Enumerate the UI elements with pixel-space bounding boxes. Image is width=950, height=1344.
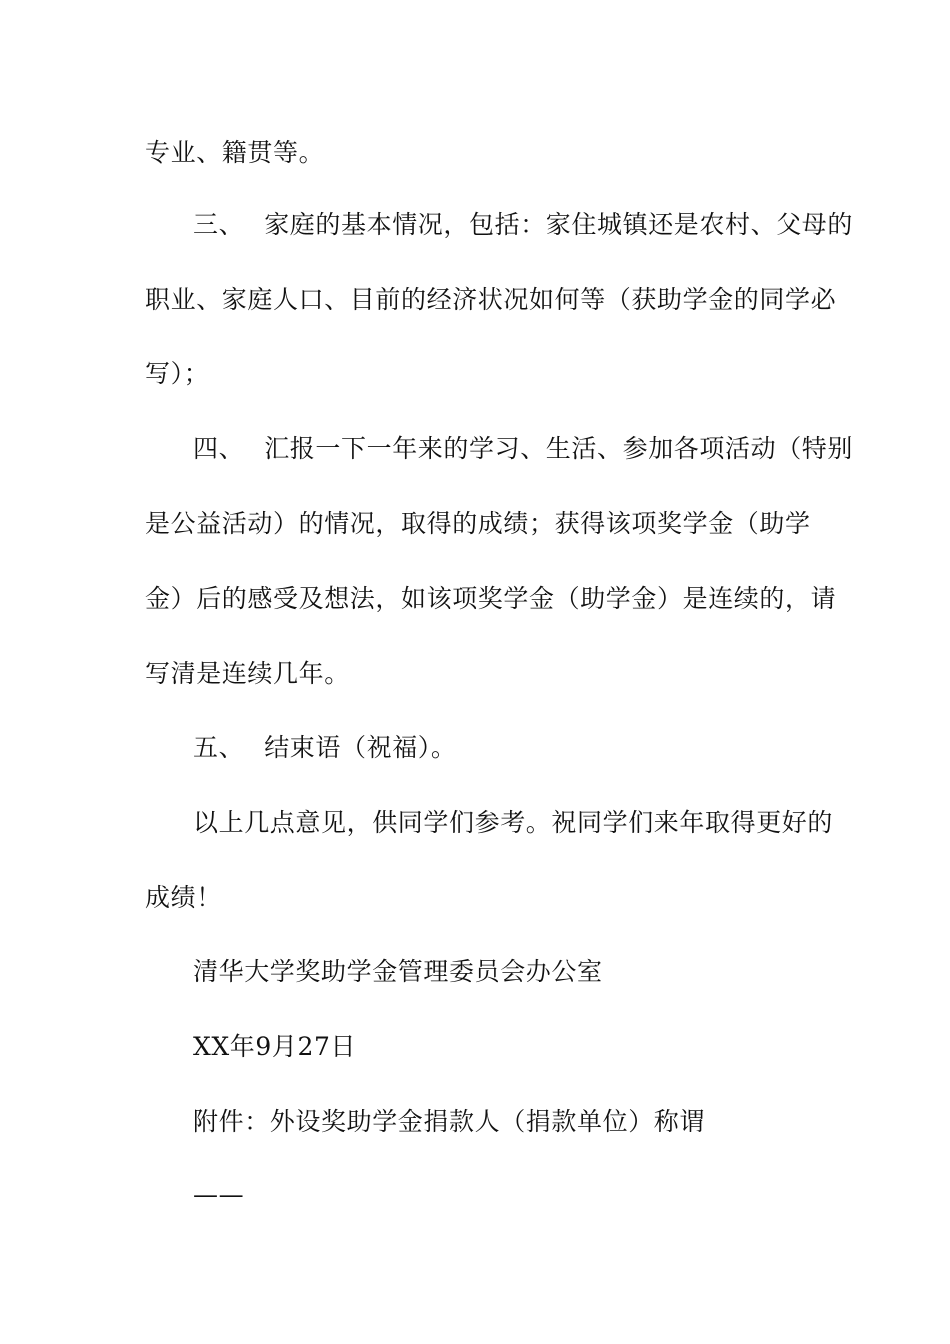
trailing-dash: —— — [193, 1180, 245, 1209]
attachment-note: 附件：外设奖助学金捐款人（捐款单位）称谓 — [193, 1107, 706, 1136]
closing-line-1: 以上几点意见，供同学们参考。祝同学们来年取得更好的 — [193, 808, 834, 837]
signature: 清华大学奖助学金管理委员会办公室 — [193, 957, 603, 986]
item-4-label: 四、 — [193, 434, 245, 463]
continuation-text: 专业、籍贯等。 — [145, 138, 325, 167]
date: XX年9月27日 — [193, 1032, 357, 1061]
item-3-first-line — [193, 210, 863, 240]
closing-line-2: 成绩！ — [145, 883, 222, 912]
item-4-line-1: 汇报一下一年来的学习、生活、参加各项活动（特别 — [264, 434, 854, 463]
item-3-line-1: 家庭的基本情况，包括：家住城镇还是农村、父母的 — [264, 210, 854, 239]
item-4-line-2: 是公益活动）的情况，取得的成绩；获得该项奖学金（助学 — [145, 509, 811, 538]
item-4-first-line — [193, 434, 863, 464]
item-5-text: 结束语（祝福）。 — [264, 733, 457, 762]
item-3-label: 三、 — [193, 210, 245, 239]
item-5-label: 五、 — [193, 733, 245, 762]
item-4-line-3: 金）后的感受及想法，如该项奖学金（助学金）是连续的，请 — [145, 584, 837, 613]
item-5-line — [193, 733, 863, 763]
item-3-line-2: 职业、家庭人口、目前的经济状况如何等（获助学金的同学必 — [145, 285, 837, 314]
item-4-line-4: 写清是连续几年。 — [145, 659, 350, 688]
item-3-line-3: 写）； — [145, 359, 210, 388]
